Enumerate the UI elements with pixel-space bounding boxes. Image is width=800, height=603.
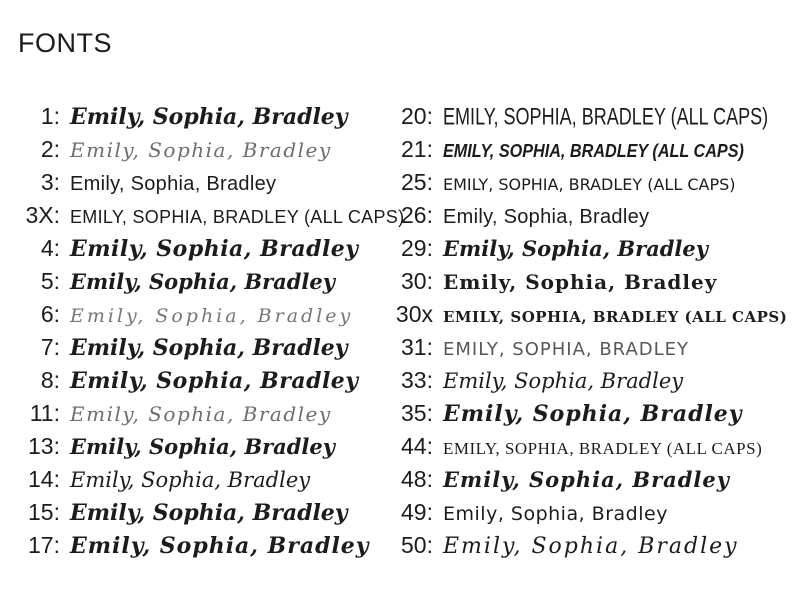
font-sample-text: Emily, Sophia, Bradley [70,104,348,130]
font-sample-text: Emily, Sophia, Bradley [70,173,277,195]
font-sample-row-33 [393,367,800,400]
font-number: 15: [28,499,60,525]
font-sample-row-35 [393,400,800,433]
font-sample-row-48 [393,466,800,499]
font-sample-row-13 [20,433,395,466]
font-sample-row-15 [20,499,395,532]
font-number: 11: [29,400,60,426]
font-sample-row-1 [20,103,395,136]
font-number: 14: [28,466,60,492]
font-sample-row-29 [393,235,800,268]
font-sample-text: EMILY, SOPHIA, BRADLEY (ALL CAPS) [443,102,769,130]
font-sample-row-11 [20,400,395,433]
font-sample-text: Emily, Sophia, Bradley [70,269,335,294]
font-sample-row-21 [393,136,800,169]
font-sample-row-17 [20,532,395,565]
font-number: 6: [40,301,60,327]
font-list-left [20,103,405,565]
font-sample-text: EMILY, SOPHIA, BRADLEY (ALL CAPS) [443,439,763,458]
font-sample-text: Emily, Sophia, Bradley [70,402,332,426]
font-number: 50: [401,532,433,558]
font-sample-text: Emily, Sophia, Bradley [70,335,348,361]
font-number: 17: [28,532,60,558]
font-sample-text: Emily, Sophia, Bradley [70,468,311,492]
font-sample-row-14 [20,466,395,499]
font-number: 2: [40,136,60,162]
font-number: 49: [401,499,433,525]
font-sample-text: Emily, Sophia, Bradley [70,500,348,526]
font-number: 20: [401,103,433,129]
font-sample-row-26 [393,202,800,235]
font-sample-text: EMILY, SOPHIA, BRADLEY (ALL CAPS) [443,308,788,326]
font-number: 1: [40,103,60,129]
font-sample-text: Emily, Sophia, Bradley [70,138,332,162]
font-sample-text: Emily, Sophia, Bradley [70,236,359,262]
font-sample-row-8 [20,367,395,400]
font-number: 25: [401,169,433,195]
font-sample-text: Emily, Sophia, Bradley [70,305,354,327]
font-number: 13: [28,433,60,459]
page-title: FONTS [18,28,112,58]
font-sample-text: Emily, Sophia, Bradley [443,369,684,393]
font-sample-text: Emily, Sophia, Bradley [443,534,739,559]
font-sample-row-30x [393,301,800,334]
font-number: 21: [401,136,433,162]
font-sample-text: EMILY, SOPHIA, BRADLEY (ALL CAPS) [443,175,736,194]
font-sample-row-20 [393,103,800,136]
font-number: 26: [401,202,433,228]
font-sample-row-6 [20,301,395,334]
font-sample-row-50 [393,532,800,565]
font-sample-row-31 [393,334,800,367]
font-number: 3X: [25,202,60,228]
font-number: 30: [401,268,433,294]
font-sample-row-25 [393,169,800,202]
font-number: 3: [40,169,60,195]
font-number: 5: [40,268,60,294]
font-sample-text: Emily, Sophia, Bradley [443,206,650,228]
font-sample-text: Emily, Sophia, Bradley [443,467,730,492]
font-sample-text: Emily, Sophia, Bradley [443,236,708,261]
font-sample-row-3X [20,202,405,235]
font-sample-row-7 [20,334,395,367]
font-sample-text: EMILY, SOPHIA, BRADLEY (ALL CAPS) [443,141,744,161]
font-sample-row-49 [393,499,800,532]
font-sample-text: Emily, Sophia, Bradley [70,533,370,559]
font-number: 8: [40,367,60,393]
font-number: 30x [395,301,433,327]
font-sample-row-4 [20,235,395,268]
font-number: 48: [401,466,433,492]
font-number: 35: [401,400,433,426]
font-sample-row-44 [393,433,800,466]
font-number: 7: [40,334,60,360]
font-sample-row-2 [20,136,395,169]
font-list-right [393,103,800,565]
font-sample-text: Emily, Sophia, Bradley [443,401,743,427]
font-sample-row-3 [20,169,395,202]
font-number: 31: [401,334,433,360]
font-sample-row-5 [20,268,395,301]
font-number: 29: [401,235,433,261]
font-number: 33: [401,367,433,393]
font-sample-text: Emily, Sophia, Bradley [70,368,359,394]
font-sample-text: EMILY, SOPHIA, BRADLEY (ALL CAPS) [70,207,405,227]
font-sample-text: Emily, Sophia, Bradley [443,503,668,525]
font-number: 4: [40,235,60,261]
font-sample-text: Emily, Sophia, Bradley [70,434,335,459]
font-sample-text: Emily, Sophia, Bradley [443,270,718,294]
font-sample-row-30 [393,268,800,301]
font-number: 44: [401,433,433,459]
font-sample-text: EMILY, SOPHIA, BRADLEY [443,339,690,360]
